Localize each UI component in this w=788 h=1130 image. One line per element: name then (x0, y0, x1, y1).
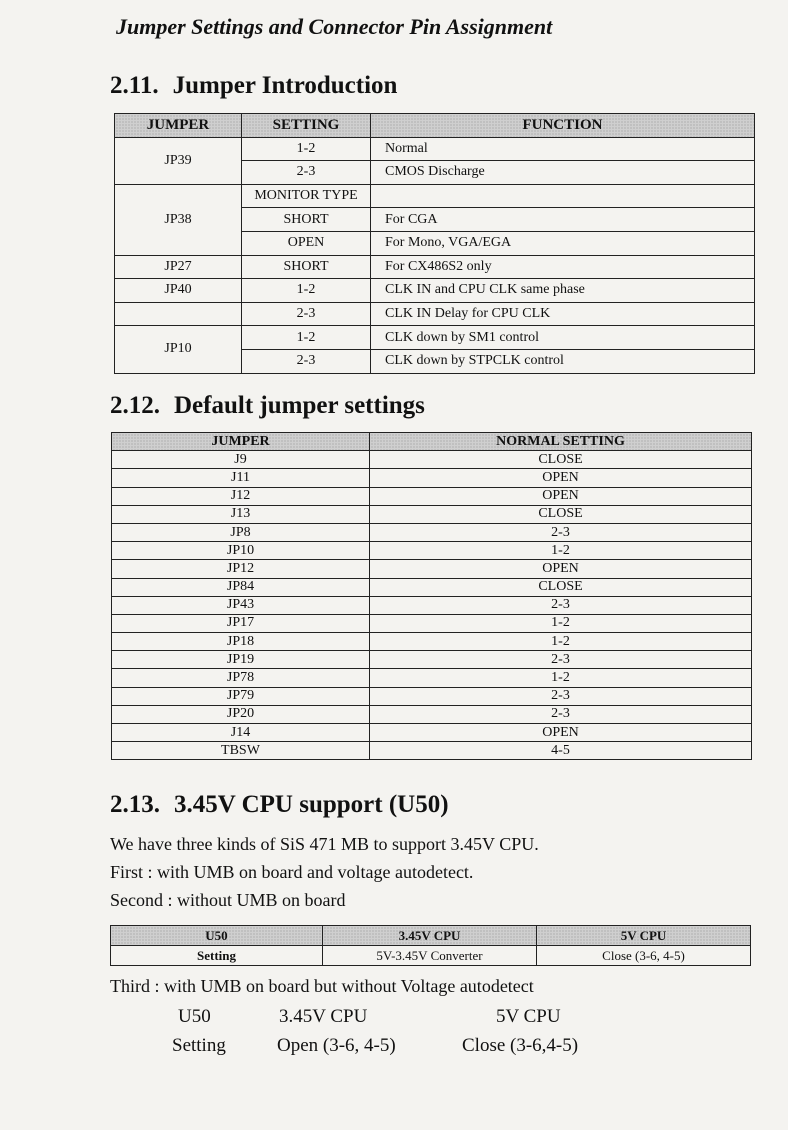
normal-setting-cell: 2-3 (370, 596, 752, 614)
table-row (112, 724, 752, 742)
normal-setting-cell: 2-3 (370, 523, 752, 541)
jumper-cell: JP17 (112, 614, 370, 632)
normal-setting-cell: 1-2 (370, 633, 752, 651)
function-cell-empty (371, 184, 755, 208)
table-row (112, 633, 752, 651)
function-cell: CLK IN Delay for CPU CLK (371, 302, 755, 326)
header-normal-setting: NORMAL SETTING (370, 433, 752, 451)
setting-label-cell: Setting (111, 946, 323, 966)
jumper-cell: JP78 (112, 669, 370, 687)
normal-setting-cell: 2-3 (370, 687, 752, 705)
normal-setting-cell: OPEN (370, 560, 752, 578)
paragraph: We have three kinds of SiS 471 MB to support 3.45V CPU. (110, 834, 539, 854)
normal-setting-cell: CLOSE (370, 451, 752, 469)
normal-setting-cell: 1-2 (370, 669, 752, 687)
running-head: Jumper Settings and Connector Pin Assignment (116, 14, 553, 39)
header-function: FUNCTION (371, 114, 755, 138)
table-row (112, 596, 752, 614)
third-header-5v: 5V CPU (496, 1006, 561, 1027)
setting-cell: 1-2 (242, 279, 371, 303)
function-cell: CLK IN and CPU CLK same phase (371, 279, 755, 303)
table-row (112, 742, 752, 760)
third-setting-5v: Close (3-6,4-5) (462, 1035, 579, 1056)
paragraph: Second : without UMB on board (110, 890, 346, 910)
jumper-cell: JP84 (112, 578, 370, 596)
header-setting: SETTING (242, 114, 371, 138)
function-cell: Normal (371, 137, 755, 161)
normal-setting-cell: CLOSE (370, 505, 752, 523)
jumper-cell: JP18 (112, 633, 370, 651)
setting-cell: OPEN (242, 231, 371, 255)
table-row (112, 451, 752, 469)
jumper-jp10: JP10 (115, 326, 242, 373)
jumper-cell-empty (115, 302, 242, 326)
jumper-cell: JP12 (112, 560, 370, 578)
default-jumper-settings-table (111, 432, 752, 760)
header-u50: U50 (111, 926, 323, 946)
setting-cell: 2-3 (242, 161, 371, 185)
header-jumper: JUMPER (115, 114, 242, 138)
function-cell: CLK down by SM1 control (371, 326, 755, 350)
jumper-cell: J12 (112, 487, 370, 505)
table-row (112, 669, 752, 687)
jumper-cell: J11 (112, 469, 370, 487)
setting-cell: 1-2 (242, 137, 371, 161)
jumper-cell: JP19 (112, 651, 370, 669)
table-row (112, 523, 752, 541)
table-row (112, 469, 752, 487)
section-number: 2.11. (110, 72, 159, 99)
jumper-cell: JP8 (112, 523, 370, 541)
table-row (112, 560, 752, 578)
setting-cell: 2-3 (242, 302, 371, 326)
section-2-11-heading (110, 72, 397, 100)
table-row (112, 651, 752, 669)
table-row (112, 487, 752, 505)
jumper-cell: JP79 (112, 687, 370, 705)
setting-cell: SHORT (242, 255, 371, 279)
function-cell: For CGA (371, 208, 755, 232)
function-cell: CLK down by STPCLK control (371, 349, 755, 373)
table-row (112, 505, 752, 523)
jumper-introduction-table (114, 113, 755, 374)
normal-setting-cell: OPEN (370, 724, 752, 742)
jumper-jp40: JP40 (115, 279, 242, 303)
section-number: 2.12. (110, 392, 160, 419)
normal-setting-cell: 1-2 (370, 542, 752, 560)
header-345v-cpu: 3.45V CPU (323, 926, 537, 946)
third-header-u50: U50 (178, 1006, 211, 1027)
table-row (112, 578, 752, 596)
header-jumper: JUMPER (112, 433, 370, 451)
third-setting-345v: Open (3-6, 4-5) (277, 1035, 396, 1056)
third-header-345v: 3.45V CPU (279, 1006, 368, 1027)
jumper-cell: J13 (112, 505, 370, 523)
third-setting-label: Setting (172, 1035, 226, 1056)
table-row (112, 542, 752, 560)
table-row (112, 687, 752, 705)
normal-setting-cell: CLOSE (370, 578, 752, 596)
section-2-12-heading (110, 392, 425, 420)
jumper-cell: J9 (112, 451, 370, 469)
jumper-jp27: JP27 (115, 255, 242, 279)
function-cell: CMOS Discharge (371, 161, 755, 185)
setting-value-cell: Close (3-6, 4-5) (537, 946, 751, 966)
jumper-jp39: JP39 (115, 137, 242, 184)
normal-setting-cell: 1-2 (370, 614, 752, 632)
normal-setting-cell: 2-3 (370, 705, 752, 723)
setting-cell: SHORT (242, 208, 371, 232)
jumper-cell: JP43 (112, 596, 370, 614)
jumper-cell: J14 (112, 724, 370, 742)
function-cell: For Mono, VGA/EGA (371, 231, 755, 255)
paragraph: Third : with UMB on board but without Voltage autodetect (110, 976, 534, 996)
setting-cell: 2-3 (242, 349, 371, 373)
u50-table (110, 925, 751, 966)
paragraph: First : with UMB on board and voltage autodetect. (110, 862, 474, 882)
table-row (112, 614, 752, 632)
section-title: Default jumper settings (174, 392, 425, 419)
section-number: 2.13. (110, 791, 160, 818)
function-cell: For CX486S2 only (371, 255, 755, 279)
section-title: Jumper Introduction (172, 72, 398, 99)
table-row (112, 705, 752, 723)
jumper-cell: JP10 (112, 542, 370, 560)
normal-setting-cell: 4-5 (370, 742, 752, 760)
section-2-13-heading (110, 791, 449, 819)
header-5v-cpu: 5V CPU (537, 926, 751, 946)
monitor-type-cell: MONITOR TYPE (242, 184, 371, 208)
normal-setting-cell: 2-3 (370, 651, 752, 669)
setting-value-cell: 5V-3.45V Converter (323, 946, 537, 966)
jumper-cell: TBSW (112, 742, 370, 760)
normal-setting-cell: OPEN (370, 487, 752, 505)
jumper-cell: JP20 (112, 705, 370, 723)
setting-cell: 1-2 (242, 326, 371, 350)
normal-setting-cell: OPEN (370, 469, 752, 487)
jumper-jp38: JP38 (115, 184, 242, 255)
section-title: 3.45V CPU support (U50) (174, 791, 449, 818)
